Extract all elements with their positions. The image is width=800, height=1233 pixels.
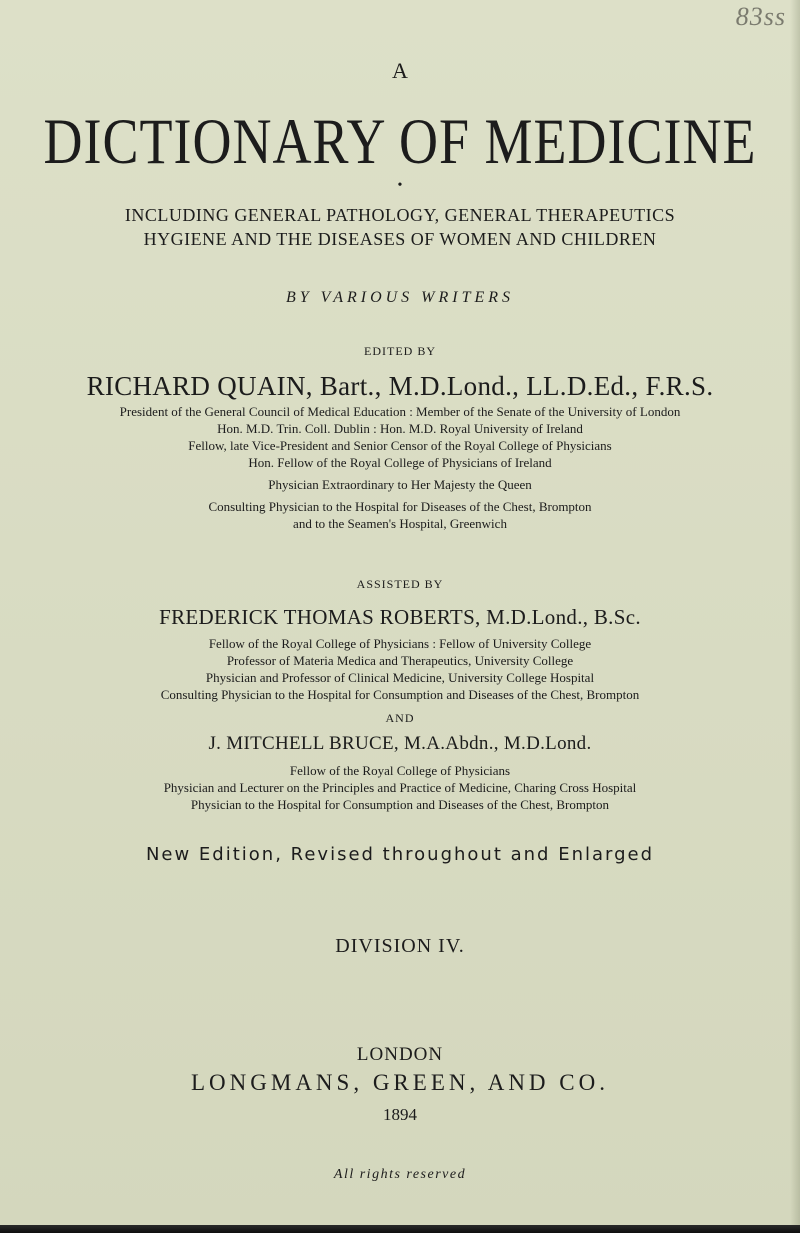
title-ornament-dot: •	[397, 178, 403, 193]
page-bottom-edge	[0, 1225, 800, 1233]
assistant-2-credential: Fellow of the Royal College of Physicians	[289, 763, 511, 778]
title-article: A	[392, 58, 408, 83]
imprint-city: LONDON	[356, 1044, 444, 1065]
assisted-by-label: ASSISTED BY	[356, 577, 444, 591]
publisher-name: LONGMANS, GREEN, AND CO.	[190, 1070, 609, 1095]
subtitle-line-2: HYGIENE AND THE DISEASES OF WOMEN AND CHILDREN	[143, 229, 657, 249]
editor-credential: Consulting Physician to the Hospital for Diseases of the Chest, Brompton	[208, 499, 592, 514]
assistant-1-credential: Fellow of the Royal College of Physicians : Fellow of University College	[208, 636, 592, 651]
book-title: DICTIONARY OF MEDICINE	[43, 105, 757, 178]
editor-credential: Physician Extraordinary to Her Majesty the Queen	[268, 477, 532, 492]
editor-credential: Hon. M.D. Trin. Coll. Dublin : Hon. M.D. Royal University of Ireland	[217, 421, 583, 436]
assistant-2-credential: Physician to the Hospital for Consumption and Diseases of the Chest, Brompton	[190, 797, 610, 812]
and-conjunction: AND	[385, 711, 415, 725]
assistant-1-credential: Professor of Materia Medica and Therapeutics, University College	[226, 653, 574, 668]
edited-by-label: EDITED BY	[364, 344, 436, 358]
assistant-1-credential: Physician and Professor of Clinical Medicine, University College Hospital	[205, 670, 595, 685]
subtitle-line-1: INCLUDING GENERAL PATHOLOGY, GENERAL THERAPEUTICS	[124, 205, 676, 225]
editor-credential: and to the Seamen's Hospital, Greenwich	[293, 516, 507, 531]
editor-credential: President of the General Council of Medical Education : Member of the Senate of the University of London	[119, 404, 681, 419]
division-number: DIVISION IV.	[335, 935, 465, 957]
assistant-1-credential: Consulting Physician to the Hospital for Consumption and Diseases of the Chest, Brompton	[160, 687, 640, 702]
assistant-2-name: J. MITCHELL BRUCE, M.A.Abdn., M.D.Lond.	[208, 733, 592, 754]
editor-credential: Fellow, late Vice-President and Senior Censor of the Royal College of Physicians	[188, 438, 612, 453]
page-edge-shadow	[790, 0, 800, 1233]
assistant-1-name: FREDERICK THOMAS ROBERTS, M.D.Lond., B.Sc.	[159, 605, 641, 629]
assistant-2-credential: Physician and Lecturer on the Principles and Practice of Medicine, Charing Cross Hospital	[163, 780, 637, 795]
editor-credential: Hon. Fellow of the Royal College of Physicians of Ireland	[248, 455, 552, 470]
edition-statement: New Edition, Revised throughout and Enlarged	[145, 844, 655, 865]
editor-name: RICHARD QUAIN, Bart., M.D.Lond., LL.D.Ed., F.R.S.	[86, 371, 714, 401]
publication-year: 1894	[383, 1105, 417, 1124]
by-various-writers: BY VARIOUS WRITERS	[285, 289, 515, 306]
library-shelf-mark: 83ss	[735, 2, 786, 31]
rights-notice: All rights reserved	[333, 1167, 467, 1182]
